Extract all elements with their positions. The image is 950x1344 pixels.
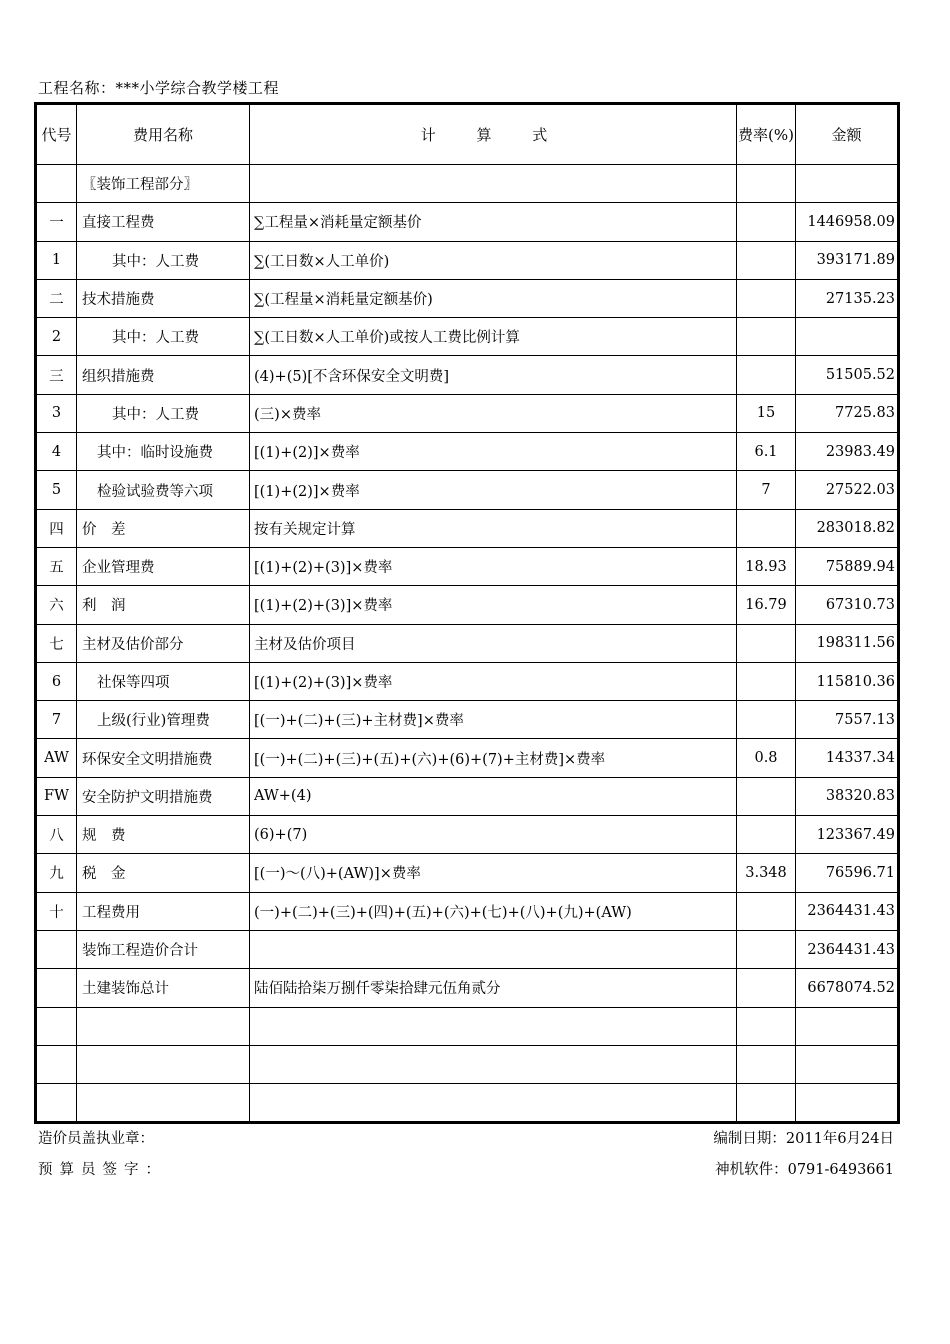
row-name: 工程费用 (77, 892, 250, 930)
row-name (77, 1045, 250, 1083)
row-amount: 198311.56 (796, 624, 899, 662)
row-formula: [(一)+(二)+(三)+(五)+(六)+(6)+(7)+主材费]×费率 (250, 739, 737, 777)
row-amount: 283018.82 (796, 509, 899, 547)
row-code (36, 969, 77, 1007)
row-formula: [(1)+(2)+(3)]×费率 (250, 586, 737, 624)
row-formula: ∑(工日数×人工单价)或按人工费比例计算 (250, 318, 737, 356)
row-code: 八 (36, 816, 77, 854)
row-name: 检验试验费等六项 (77, 471, 250, 509)
row-name: 利 润 (77, 586, 250, 624)
row-rate (737, 892, 796, 930)
row-formula: [(1)+(2)+(3)]×费率 (250, 547, 737, 585)
table-row (36, 203, 899, 241)
table-row (36, 777, 899, 815)
row-name: 主材及估价部分 (77, 624, 250, 662)
row-formula: ∑工程量×消耗量定额基价 (250, 203, 737, 241)
row-code: 三 (36, 356, 77, 394)
cost-summary-table (34, 102, 900, 1124)
stamp-label: 造价员盖执业章： (38, 1131, 154, 1147)
row-amount (796, 318, 899, 356)
row-name: 规 费 (77, 816, 250, 854)
table-row (36, 854, 899, 892)
row-rate (737, 203, 796, 241)
row-formula (250, 165, 737, 203)
row-rate (737, 777, 796, 815)
row-code: 1 (36, 241, 77, 279)
row-formula: ∑(工程量×消耗量定额基价) (250, 279, 737, 317)
row-formula: 陆佰陆拾柒万捌仟零柒拾肆元伍角贰分 (250, 969, 737, 1007)
row-name: 其中：人工费 (77, 394, 250, 432)
date-label: 编制日期：2011年6月24日 (713, 1131, 894, 1147)
row-name: 直接工程费 (77, 203, 250, 241)
row-amount (796, 1007, 899, 1045)
header-amount: 金额 (796, 104, 899, 165)
row-rate (737, 969, 796, 1007)
row-formula: [(1)+(2)+(3)]×费率 (250, 662, 737, 700)
row-amount: 393171.89 (796, 241, 899, 279)
row-name: 上级(行业)管理费 (77, 701, 250, 739)
header-rate: 费率(%) (737, 104, 796, 165)
row-name: 价 差 (77, 509, 250, 547)
row-code: 5 (36, 471, 77, 509)
row-rate (737, 624, 796, 662)
project-name: 工程名称：***小学综合教学楼工程 (38, 79, 280, 97)
row-amount: 2364431.43 (796, 930, 899, 968)
table-row (36, 509, 899, 547)
row-code: 7 (36, 701, 77, 739)
row-code: 七 (36, 624, 77, 662)
row-rate: 7 (737, 471, 796, 509)
table-row (36, 739, 899, 777)
table-row (36, 892, 899, 930)
row-rate (737, 509, 796, 547)
row-code: 五 (36, 547, 77, 585)
row-code: 十 (36, 892, 77, 930)
table-row (36, 471, 899, 509)
row-code (36, 1007, 77, 1045)
table-row (36, 586, 899, 624)
row-amount: 115810.36 (796, 662, 899, 700)
row-code: 4 (36, 433, 77, 471)
row-code: 2 (36, 318, 77, 356)
row-formula: (6)+(7) (250, 816, 737, 854)
footer-line-1 (38, 1127, 894, 1148)
table-row (36, 1045, 899, 1083)
row-formula: [(一)+(二)+(三)+主材费]×费率 (250, 701, 737, 739)
table-row (36, 1007, 899, 1045)
row-code: 四 (36, 509, 77, 547)
row-name: 安全防护文明措施费 (77, 777, 250, 815)
row-amount: 27522.03 (796, 471, 899, 509)
row-name: 环保安全文明措施费 (77, 739, 250, 777)
row-rate (737, 318, 796, 356)
table-row (36, 356, 899, 394)
row-code: 一 (36, 203, 77, 241)
row-rate (737, 1045, 796, 1083)
table-header-row (36, 104, 899, 165)
row-code (36, 1084, 77, 1123)
row-amount: 1446958.09 (796, 203, 899, 241)
row-formula: [(1)+(2)]×费率 (250, 433, 737, 471)
row-name (77, 1007, 250, 1045)
row-amount: 123367.49 (796, 816, 899, 854)
row-rate (737, 1084, 796, 1123)
row-amount: 7557.13 (796, 701, 899, 739)
table-row (36, 816, 899, 854)
row-rate (737, 662, 796, 700)
row-amount: 2364431.43 (796, 892, 899, 930)
row-amount: 14337.34 (796, 739, 899, 777)
table-row (36, 930, 899, 968)
row-formula (250, 1045, 737, 1083)
row-name: 其中：人工费 (77, 241, 250, 279)
row-rate: 0.8 (737, 739, 796, 777)
row-name: 组织措施费 (77, 356, 250, 394)
row-formula (250, 1007, 737, 1045)
row-rate: 18.93 (737, 547, 796, 585)
header-name: 费用名称 (77, 104, 250, 165)
row-code: 九 (36, 854, 77, 892)
row-code (36, 1045, 77, 1083)
footer-line-2 (38, 1158, 894, 1179)
row-formula: [(一)～(八)+(AW)]×费率 (250, 854, 737, 892)
table-row (36, 1084, 899, 1123)
table-row (36, 394, 899, 432)
row-code (36, 930, 77, 968)
table-row (36, 969, 899, 1007)
row-rate (737, 816, 796, 854)
table-row (36, 165, 899, 203)
row-rate (737, 1007, 796, 1045)
row-code: AW (36, 739, 77, 777)
row-amount: 76596.71 (796, 854, 899, 892)
row-name: 〖装饰工程部分〗 (77, 165, 250, 203)
row-rate: 16.79 (737, 586, 796, 624)
row-rate (737, 701, 796, 739)
row-formula: [(1)+(2)]×费率 (250, 471, 737, 509)
table-row (36, 662, 899, 700)
row-rate: 3.348 (737, 854, 796, 892)
table-row (36, 279, 899, 317)
row-formula (250, 930, 737, 968)
header-formula: 计 算 式 (250, 104, 737, 165)
table-row (36, 624, 899, 662)
row-name: 其中：临时设施费 (77, 433, 250, 471)
software-label: 神机软件：0791-6493661 (715, 1162, 894, 1178)
row-code (36, 165, 77, 203)
row-formula: (三)×费率 (250, 394, 737, 432)
row-code: 六 (36, 586, 77, 624)
table-row (36, 318, 899, 356)
row-amount (796, 1084, 899, 1123)
row-amount: 75889.94 (796, 547, 899, 585)
row-rate (737, 241, 796, 279)
row-formula: ∑(工日数×人工单价) (250, 241, 737, 279)
row-name: 土建装饰总计 (77, 969, 250, 1007)
row-name: 装饰工程造价合计 (77, 930, 250, 968)
row-code: 二 (36, 279, 77, 317)
header-code: 代号 (36, 104, 77, 165)
row-formula: 主材及估价项目 (250, 624, 737, 662)
row-formula (250, 1084, 737, 1123)
row-name: 企业管理费 (77, 547, 250, 585)
row-code: FW (36, 777, 77, 815)
table-row (36, 701, 899, 739)
row-amount: 67310.73 (796, 586, 899, 624)
row-amount: 27135.23 (796, 279, 899, 317)
row-amount: 51505.52 (796, 356, 899, 394)
table-row (36, 241, 899, 279)
row-formula: (一)+(二)+(三)+(四)+(五)+(六)+(七)+(八)+(九)+(AW) (250, 892, 737, 930)
row-rate: 6.1 (737, 433, 796, 471)
row-rate (737, 165, 796, 203)
row-amount: 6678074.52 (796, 969, 899, 1007)
row-name (77, 1084, 250, 1123)
row-amount: 38320.83 (796, 777, 899, 815)
row-formula: AW+(4) (250, 777, 737, 815)
row-formula: 按有关规定计算 (250, 509, 737, 547)
row-formula: (4)+(5)[不含环保安全文明费] (250, 356, 737, 394)
row-rate (737, 930, 796, 968)
signer-label: 预算员签字： (38, 1162, 167, 1178)
row-rate (737, 279, 796, 317)
row-amount: 7725.83 (796, 394, 899, 432)
row-code: 3 (36, 394, 77, 432)
row-amount (796, 1045, 899, 1083)
row-name: 其中：人工费 (77, 318, 250, 356)
table-row (36, 433, 899, 471)
row-name: 税 金 (77, 854, 250, 892)
row-code: 6 (36, 662, 77, 700)
row-rate (737, 356, 796, 394)
row-name: 社保等四项 (77, 662, 250, 700)
row-rate: 15 (737, 394, 796, 432)
row-name: 技术措施费 (77, 279, 250, 317)
row-amount: 23983.49 (796, 433, 899, 471)
row-amount (796, 165, 899, 203)
table-row (36, 547, 899, 585)
